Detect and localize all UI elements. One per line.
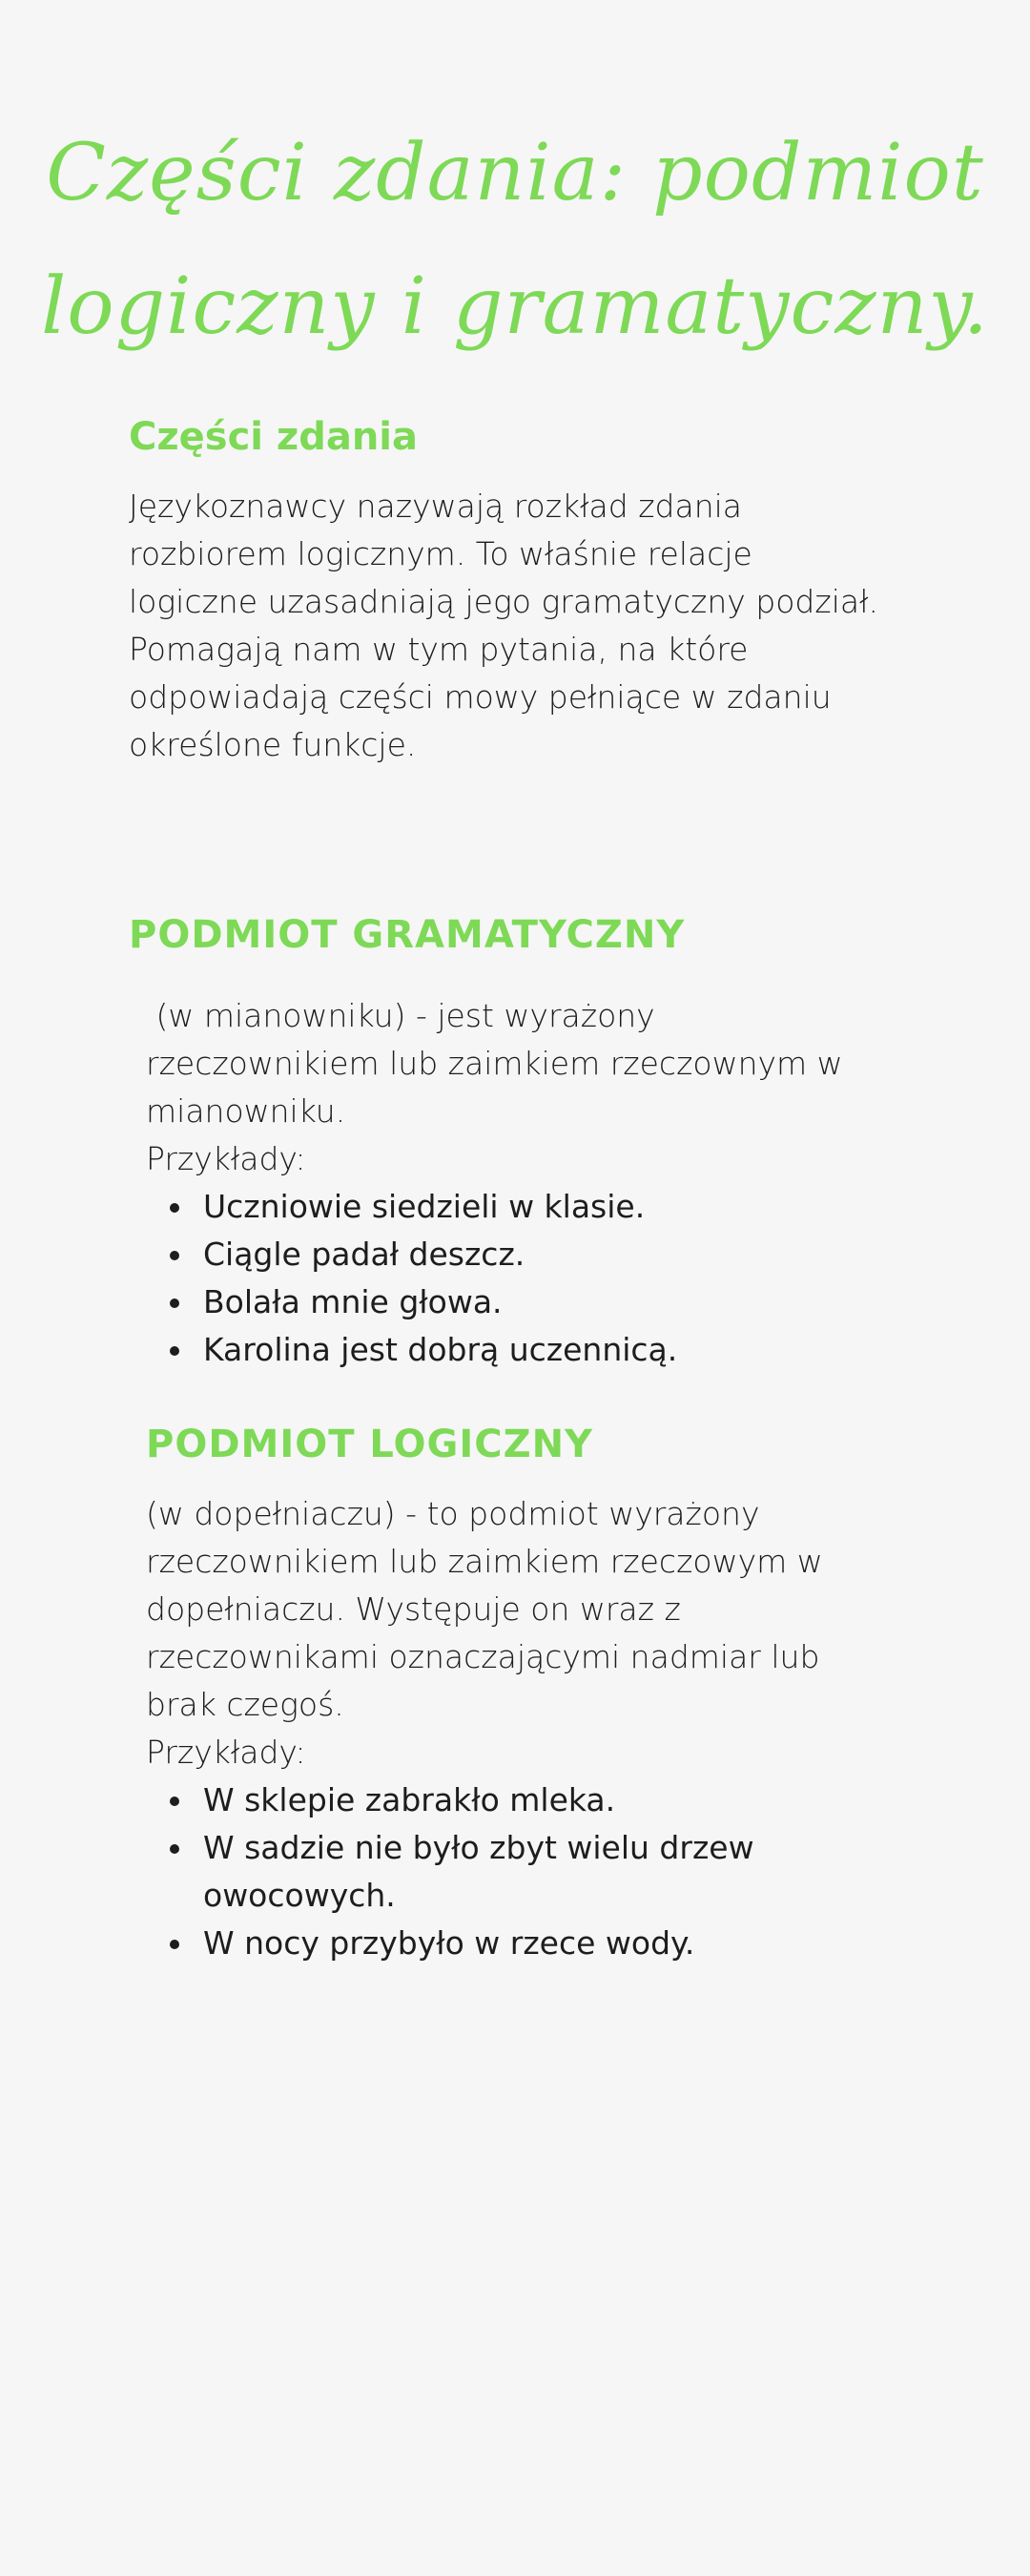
section-grammatical-subject xyxy=(129,908,892,962)
examples-label-logical: Przykłady: xyxy=(146,1734,306,1771)
page-title-line-1: Części zdania: podmiot xyxy=(46,128,984,218)
section-parts-of-sentence xyxy=(129,410,882,769)
examples-list-grammatical xyxy=(146,1183,880,1374)
bullet-dot-icon xyxy=(170,1844,179,1854)
list-item-text: W nocy przybyło w rzece wody. xyxy=(203,1924,695,1962)
section-grammatical-content xyxy=(146,992,880,1374)
list-item xyxy=(146,1278,880,1326)
list-item-text: W sklepie zabrakło mleka. xyxy=(203,1781,616,1818)
bullet-dot-icon xyxy=(170,1940,179,1949)
list-item xyxy=(146,1326,880,1374)
page-title xyxy=(0,107,1030,374)
list-item xyxy=(146,1183,880,1231)
section-heading-parts: Części zdania xyxy=(129,415,419,459)
page-title-line-2: logiczny i gramatyczny. xyxy=(41,261,989,352)
examples-list-logical xyxy=(146,1776,899,1967)
bullet-dot-icon xyxy=(170,1251,179,1260)
list-item xyxy=(146,1920,899,1967)
list-item-text: W sadzie nie było zbyt wielu drzew owocowych. xyxy=(203,1829,754,1914)
section-heading-logical: PODMIOT LOGICZNY xyxy=(146,1423,594,1466)
list-item-text: Ciągle padał deszcz. xyxy=(203,1236,525,1273)
bullet-dot-icon xyxy=(170,1203,179,1213)
examples-label-grammatical: Przykłady: xyxy=(146,1140,306,1177)
section-heading-grammatical: PODMIOT GRAMATYCZNY xyxy=(129,913,686,957)
section-body-logical: (w dopełniaczu) - to podmiot wyrażony rzeczownikiem lub zaimkiem rzeczowym w dopełniaczu. Występuje on wraz z rzeczownikami oznaczającymi nadmiar lub brak czegoś. xyxy=(146,1495,823,1723)
section-body-grammatical: (w mianowniku) - jest wyrażony rzeczownikiem lub zaimkiem rzeczownym w mianowniku. xyxy=(146,997,854,1130)
list-item xyxy=(146,1776,899,1824)
bullet-dot-icon xyxy=(170,1346,179,1356)
list-item xyxy=(146,1231,880,1278)
bullet-dot-icon xyxy=(170,1797,179,1806)
list-item-text: Uczniowie siedzieli w klasie. xyxy=(203,1188,646,1225)
section-body-parts: Językoznawcy nazywają rozkład zdania rozbiorem logicznym. To właśnie relacje logiczne uzasadniają jego gramatyczny podział. Pomagają nam w tym pytania, na które odpowiadają części mowy pełniące w zdaniu określone funkcje. xyxy=(129,488,878,763)
list-item-text: Bolała mnie głowa. xyxy=(203,1283,503,1320)
list-item-text: Karolina jest dobrą uczennicą. xyxy=(203,1331,678,1368)
bullet-dot-icon xyxy=(170,1298,179,1308)
list-item xyxy=(146,1824,899,1920)
section-logical-subject xyxy=(146,1418,899,1967)
